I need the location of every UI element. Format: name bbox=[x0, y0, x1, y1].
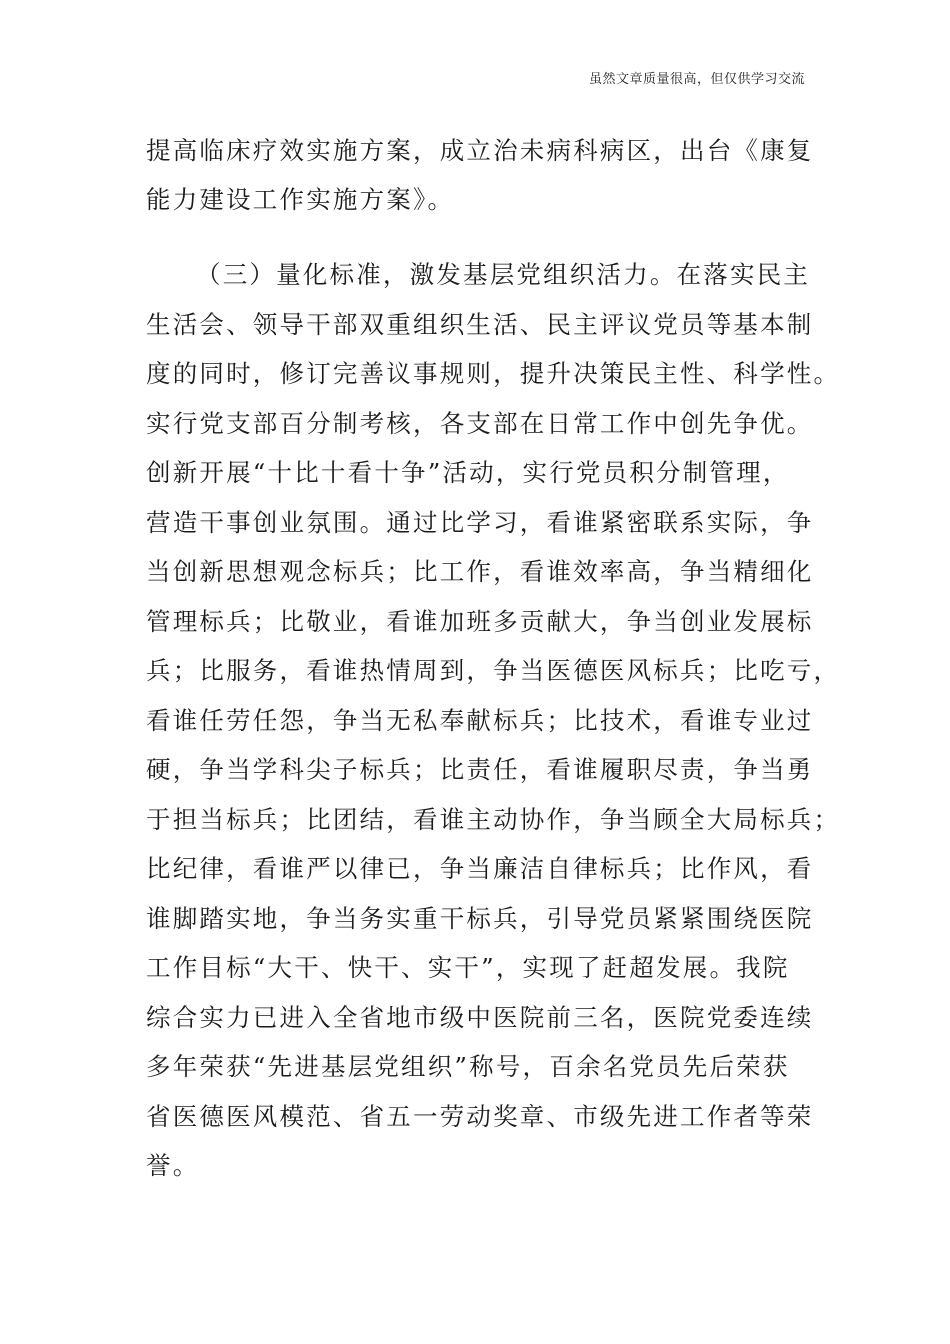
text-line: 省医德医风模范、省五一劳动奖章、市级先进工作者等荣 bbox=[146, 1102, 814, 1131]
text-line: 当创新思想观念标兵；比工作，看谁效率高，争当精细化 bbox=[146, 557, 814, 586]
text-line: 营造干事创业氛围。通过比学习，看谁紧密联系实际，争 bbox=[146, 508, 814, 537]
text-line: 综合实力已进入全省地市级中医院前三名，医院党委连续 bbox=[146, 1003, 814, 1032]
text-line: 能力建设工作实施方案》。 bbox=[146, 185, 455, 214]
text-line: 多年荣获“先进基层党组织”称号，百余名党员先后荣获 bbox=[146, 1052, 790, 1081]
text-line: 誉。 bbox=[146, 1151, 200, 1180]
text-line: 于担当标兵；比团结，看谁主动协作，争当顾全大局标兵； bbox=[146, 805, 841, 834]
text-line: 生活会、领导干部双重组织生活、民主评议党员等基本制 bbox=[146, 310, 814, 339]
text-line: 看谁任劳任怨，争当无私奉献标兵；比技术，看谁专业过 bbox=[146, 706, 814, 735]
text-line: 谁脚踏实地，争当务实重干标兵，引导党员紧紧围绕医院 bbox=[146, 904, 814, 933]
text-line: 提高临床疗效实施方案，成立治未病科病区，出台《康复 bbox=[146, 136, 814, 165]
text-line: 度的同时，修订完善议事规则，提升决策民主性、科学性。 bbox=[146, 359, 841, 388]
section-heading-line: （三）量化标准，激发基层党组织活力。在落实民主 bbox=[196, 260, 811, 289]
text-line: 比纪律，看谁严以律已，争当廉洁自律标兵；比作风，看 bbox=[146, 854, 814, 883]
text-line: 工作目标“大干、快干、实干”，实现了赶超发展。我院 bbox=[146, 953, 790, 982]
text-line: 管理标兵；比敬业，看谁加班多贡献大，争当创业发展标 bbox=[146, 607, 814, 636]
text-line: 硬，争当学科尖子标兵；比责任，看谁履职尽责，争当勇 bbox=[146, 755, 814, 784]
header-note: 虽然文章质量很高，但仅供学习交流 bbox=[588, 72, 805, 87]
text-line: 实行党支部百分制考核，各支部在日常工作中创先争优。 bbox=[146, 409, 814, 438]
text-line: 创新开展“十比十看十争”活动，实行党员积分制管理， bbox=[146, 458, 790, 487]
text-line: 兵；比服务，看谁热情周到，争当医德医风标兵；比吃亏， bbox=[146, 656, 841, 685]
